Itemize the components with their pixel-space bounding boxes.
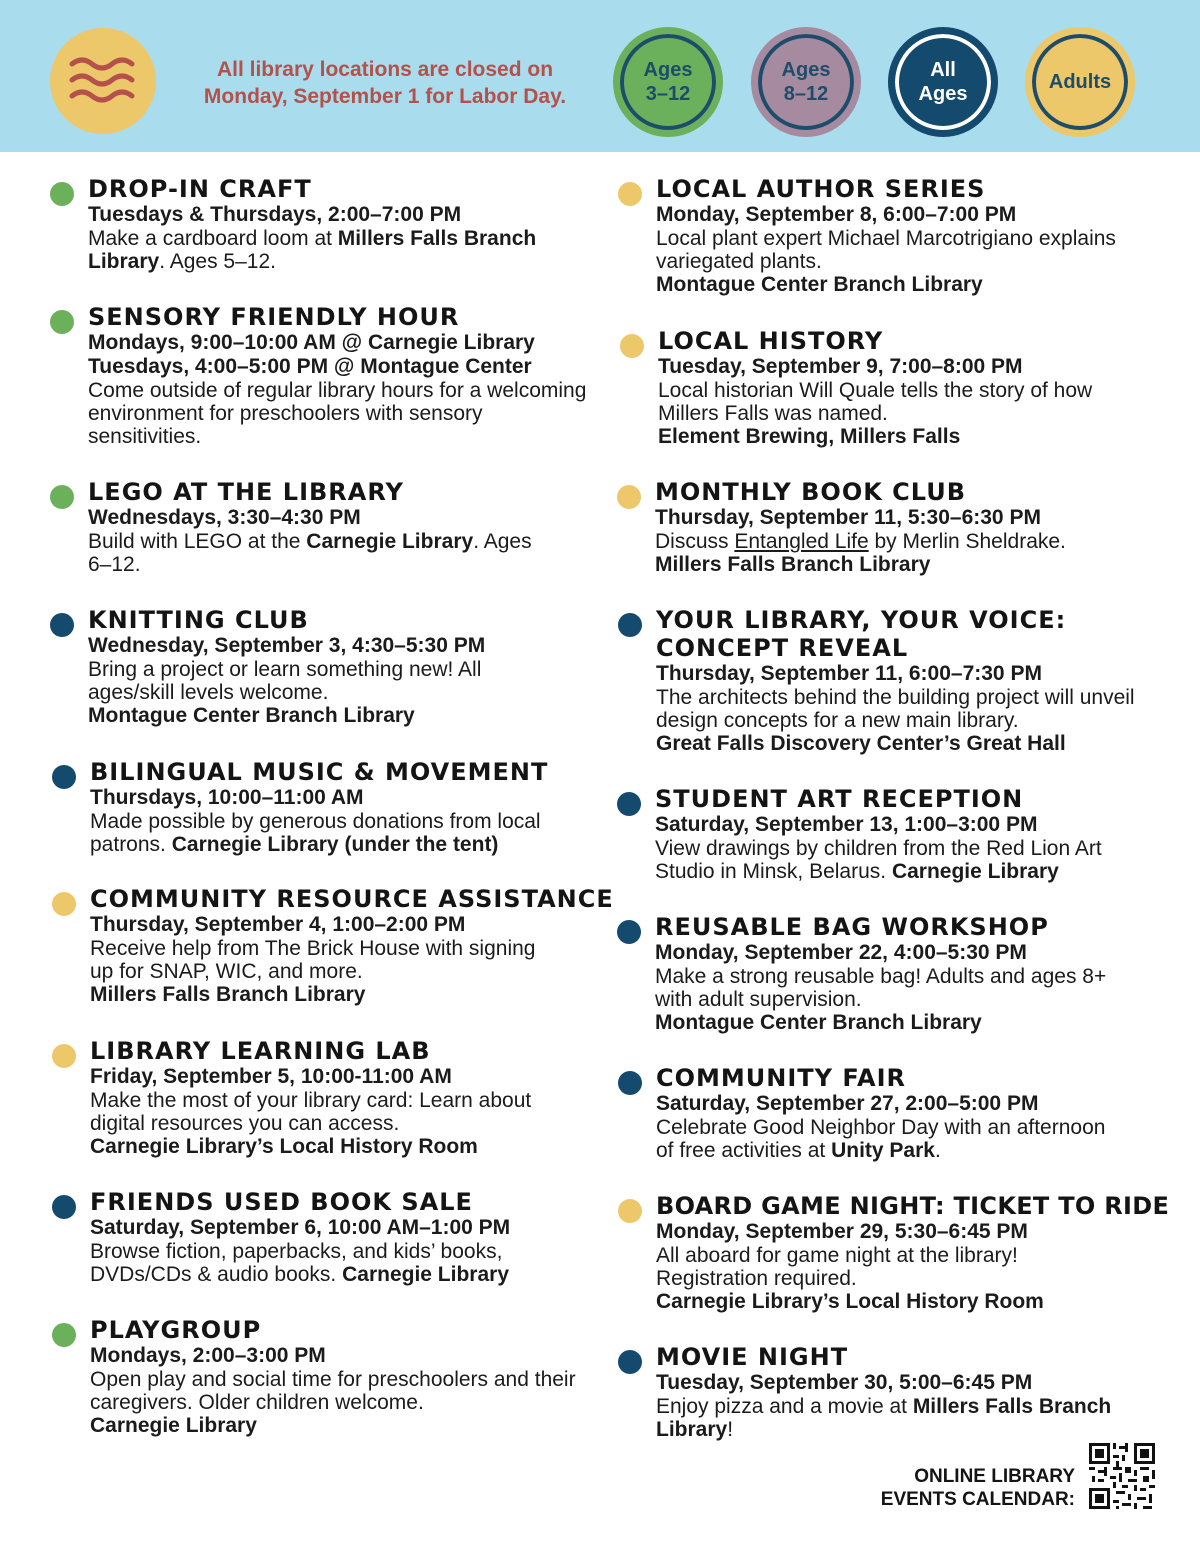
event-description: Browse fiction, paperbacks, and kids’ books, DVDs/CDs & audio books. Carnegie Library [90, 1240, 510, 1286]
event-time: Thursday, September 11, 6:00–7:30 PM [656, 662, 1042, 685]
event-time: Saturday, September 13, 1:00–3:00 PM [655, 813, 1038, 836]
event-reusable-bag-workshop [655, 913, 1145, 1035]
event-sensory-friendly-hour [88, 303, 593, 448]
event-title: LEGO AT THE LIBRARY [88, 478, 404, 506]
event-description: Make a cardboard loom at Millers Falls Branch Library. Ages 5–12. [88, 227, 537, 273]
audience-dot [618, 1199, 642, 1223]
event-time: Saturday, September 6, 10:00 AM–1:00 PM [90, 1216, 511, 1239]
audience-dot [617, 920, 641, 944]
event-description: Make a strong reusable bag! Adults and ages 8+ with adult supervision. [655, 965, 1107, 1011]
event-location: Montague Center Branch Library [88, 704, 415, 727]
event-title: LIBRARY LEARNING LAB [90, 1037, 431, 1065]
qr-code-icon[interactable] [1086, 1440, 1158, 1517]
event-location: Montague Center Branch Library [656, 273, 983, 296]
event-drop-in-craft [88, 175, 593, 273]
event-title: MONTHLY BOOK CLUB [655, 478, 966, 506]
event-title: REUSABLE BAG WORKSHOP [655, 913, 1049, 941]
badge-ages-8-12: Ages 8–12 [751, 27, 861, 137]
audience-dot [50, 485, 74, 509]
event-time: Monday, September 8, 6:00–7:00 PM [656, 203, 1017, 226]
header-banner [0, 0, 1200, 152]
audience-dot [50, 310, 74, 334]
audience-dot [52, 1323, 76, 1347]
audience-dot [618, 1071, 642, 1095]
notice-line-1: All library locations are closed on [216, 58, 554, 81]
audience-dot [617, 792, 641, 816]
event-community-resource-assistance [90, 885, 614, 1007]
event-time: Wednesdays, 3:30–4:30 PM [88, 506, 361, 529]
event-board-game-night [656, 1192, 1170, 1314]
event-description: Local plant expert Michael Marcotrigiano explains variegated plants. [656, 227, 1116, 273]
event-time: Friday, September 5, 10:00-11:00 AM [90, 1065, 452, 1088]
event-location: Element Brewing, Millers Falls [658, 425, 961, 448]
event-title: LOCAL HISTORY [658, 327, 884, 355]
event-community-fair [656, 1064, 1116, 1162]
event-title: KNITTING CLUB [88, 606, 309, 634]
event-location: Carnegie Library [90, 1414, 257, 1437]
event-title: YOUR LIBRARY, YOUR VOICE: [656, 606, 1067, 634]
event-local-history [658, 327, 1128, 449]
event-bilingual-music-movement [90, 758, 600, 856]
event-title: COMMUNITY FAIR [656, 1064, 907, 1092]
event-title: PLAYGROUP [90, 1316, 262, 1344]
event-description: The architects behind the building project will unveil design concepts for a new main library. [656, 686, 1135, 732]
event-title-2: CONCEPT REVEAL [656, 634, 909, 662]
event-title: COMMUNITY RESOURCE ASSISTANCE [90, 885, 614, 913]
footer-line-1: ONLINE LIBRARY [914, 1466, 1075, 1487]
event-description: Build with LEGO at the Carnegie Library. Ages 6–12. [88, 530, 532, 576]
event-movie-night [656, 1343, 1161, 1441]
event-lego-at-the-library [88, 478, 593, 576]
notice-line-2: Monday, September 1 for Labor Day. [203, 85, 567, 108]
event-your-library-your-voice [656, 606, 1156, 756]
badge-ages-3-12: Ages 3–12 [613, 27, 723, 137]
event-location: Great Falls Discovery Center’s Great Hall [656, 732, 1066, 755]
event-description: Celebrate Good Neighbor Day with an afternoon of free activities at Unity Park. [656, 1116, 1106, 1162]
badge-all-ages: All Ages [888, 27, 998, 137]
event-title: BOARD GAME NIGHT: TICKET TO RIDE [656, 1192, 1170, 1220]
event-time: Thursdays, 10:00–11:00 AM [90, 786, 364, 809]
event-friends-used-book-sale [90, 1188, 580, 1286]
event-time: Saturday, September 27, 2:00–5:00 PM [656, 1092, 1039, 1115]
event-time-2: Tuesdays, 4:00–5:00 PM @ Montague Center [88, 355, 532, 378]
audience-dot [52, 892, 76, 916]
event-title: LOCAL AUTHOR SERIES [656, 175, 986, 203]
audience-dot [52, 765, 76, 789]
event-title: SENSORY FRIENDLY HOUR [88, 303, 460, 331]
event-location: Montague Center Branch Library [655, 1011, 982, 1034]
audience-dot [618, 613, 642, 637]
audience-dot [618, 182, 642, 206]
event-title: BILINGUAL MUSIC & MOVEMENT [90, 758, 549, 786]
event-time: Monday, September 22, 4:00–5:30 PM [655, 941, 1027, 964]
wavy-lines-icon [50, 28, 156, 134]
audience-dot [617, 485, 641, 509]
event-local-author-series [656, 175, 1116, 297]
event-location: Millers Falls Branch Library [90, 983, 366, 1006]
event-title: MOVIE NIGHT [656, 1343, 849, 1371]
event-knitting-club [88, 606, 563, 728]
audience-dot [618, 1350, 642, 1374]
event-description: Bring a project or learn something new! All ages/skill levels welcome. [88, 658, 482, 704]
event-library-learning-lab [90, 1037, 550, 1159]
footer-line-2: EVENTS CALENDAR: [880, 1489, 1075, 1510]
event-time: Mondays, 9:00–10:00 AM @ Carnegie Library [88, 331, 535, 354]
event-student-art-reception [655, 785, 1155, 883]
event-time: Thursday, September 4, 1:00–2:00 PM [90, 913, 466, 936]
event-time: Thursday, September 11, 5:30–6:30 PM [655, 506, 1041, 529]
event-description: Discuss Entangled Life by Merlin Sheldrake. [655, 530, 1066, 553]
event-description: Make the most of your library card: Learn about digital resources you can access. [90, 1089, 532, 1135]
event-description: View drawings by children from the Red Lion Art Studio in Minsk, Belarus. Carnegie Library [655, 837, 1102, 883]
event-time: Tuesday, September 9, 7:00–8:00 PM [658, 355, 1023, 378]
event-description: Made possible by generous donations from local patrons. Carnegie Library (under the tent) [90, 810, 541, 856]
audience-dot [52, 1044, 76, 1068]
audience-dot [52, 1195, 76, 1219]
event-title: FRIENDS USED BOOK SALE [90, 1188, 473, 1216]
event-description: Receive help from The Brick House with signing up for SNAP, WIC, and more. [90, 937, 536, 983]
event-description: Open play and social time for preschoolers and their caregivers. Older children welcome. [90, 1368, 576, 1414]
event-title: STUDENT ART RECEPTION [655, 785, 1024, 813]
event-monthly-book-club [655, 478, 1155, 577]
event-location: Carnegie Library’s Local History Room [656, 1290, 1044, 1313]
event-playgroup [90, 1316, 600, 1438]
event-description: All aboard for game night at the library! Registration required. [656, 1244, 1018, 1290]
event-description: Enjoy pizza and a movie at Millers Falls Branch Library! [656, 1395, 1112, 1441]
event-description: Come outside of regular library hours for a welcoming environment for preschoolers with sensory sensitivities. [88, 379, 587, 448]
event-time: Monday, September 29, 5:30–6:45 PM [656, 1220, 1028, 1243]
event-description: Local historian Will Quale tells the story of how Millers Falls was named. [658, 379, 1093, 425]
online-calendar-label [840, 1465, 1075, 1511]
badge-adults: Adults [1025, 27, 1135, 137]
closure-notice [175, 56, 595, 110]
audience-dot [50, 182, 74, 206]
audience-dot [620, 334, 644, 358]
event-title: DROP-IN CRAFT [88, 175, 312, 203]
event-location: Millers Falls Branch Library [655, 553, 931, 576]
event-time: Wednesday, September 3, 4:30–5:30 PM [88, 634, 486, 657]
event-time: Tuesdays & Thursdays, 2:00–7:00 PM [88, 203, 462, 226]
event-time: Tuesday, September 30, 5:00–6:45 PM [656, 1371, 1033, 1394]
audience-dot [50, 613, 74, 637]
event-time: Mondays, 2:00–3:00 PM [90, 1344, 326, 1367]
event-location: Carnegie Library’s Local History Room [90, 1135, 478, 1158]
